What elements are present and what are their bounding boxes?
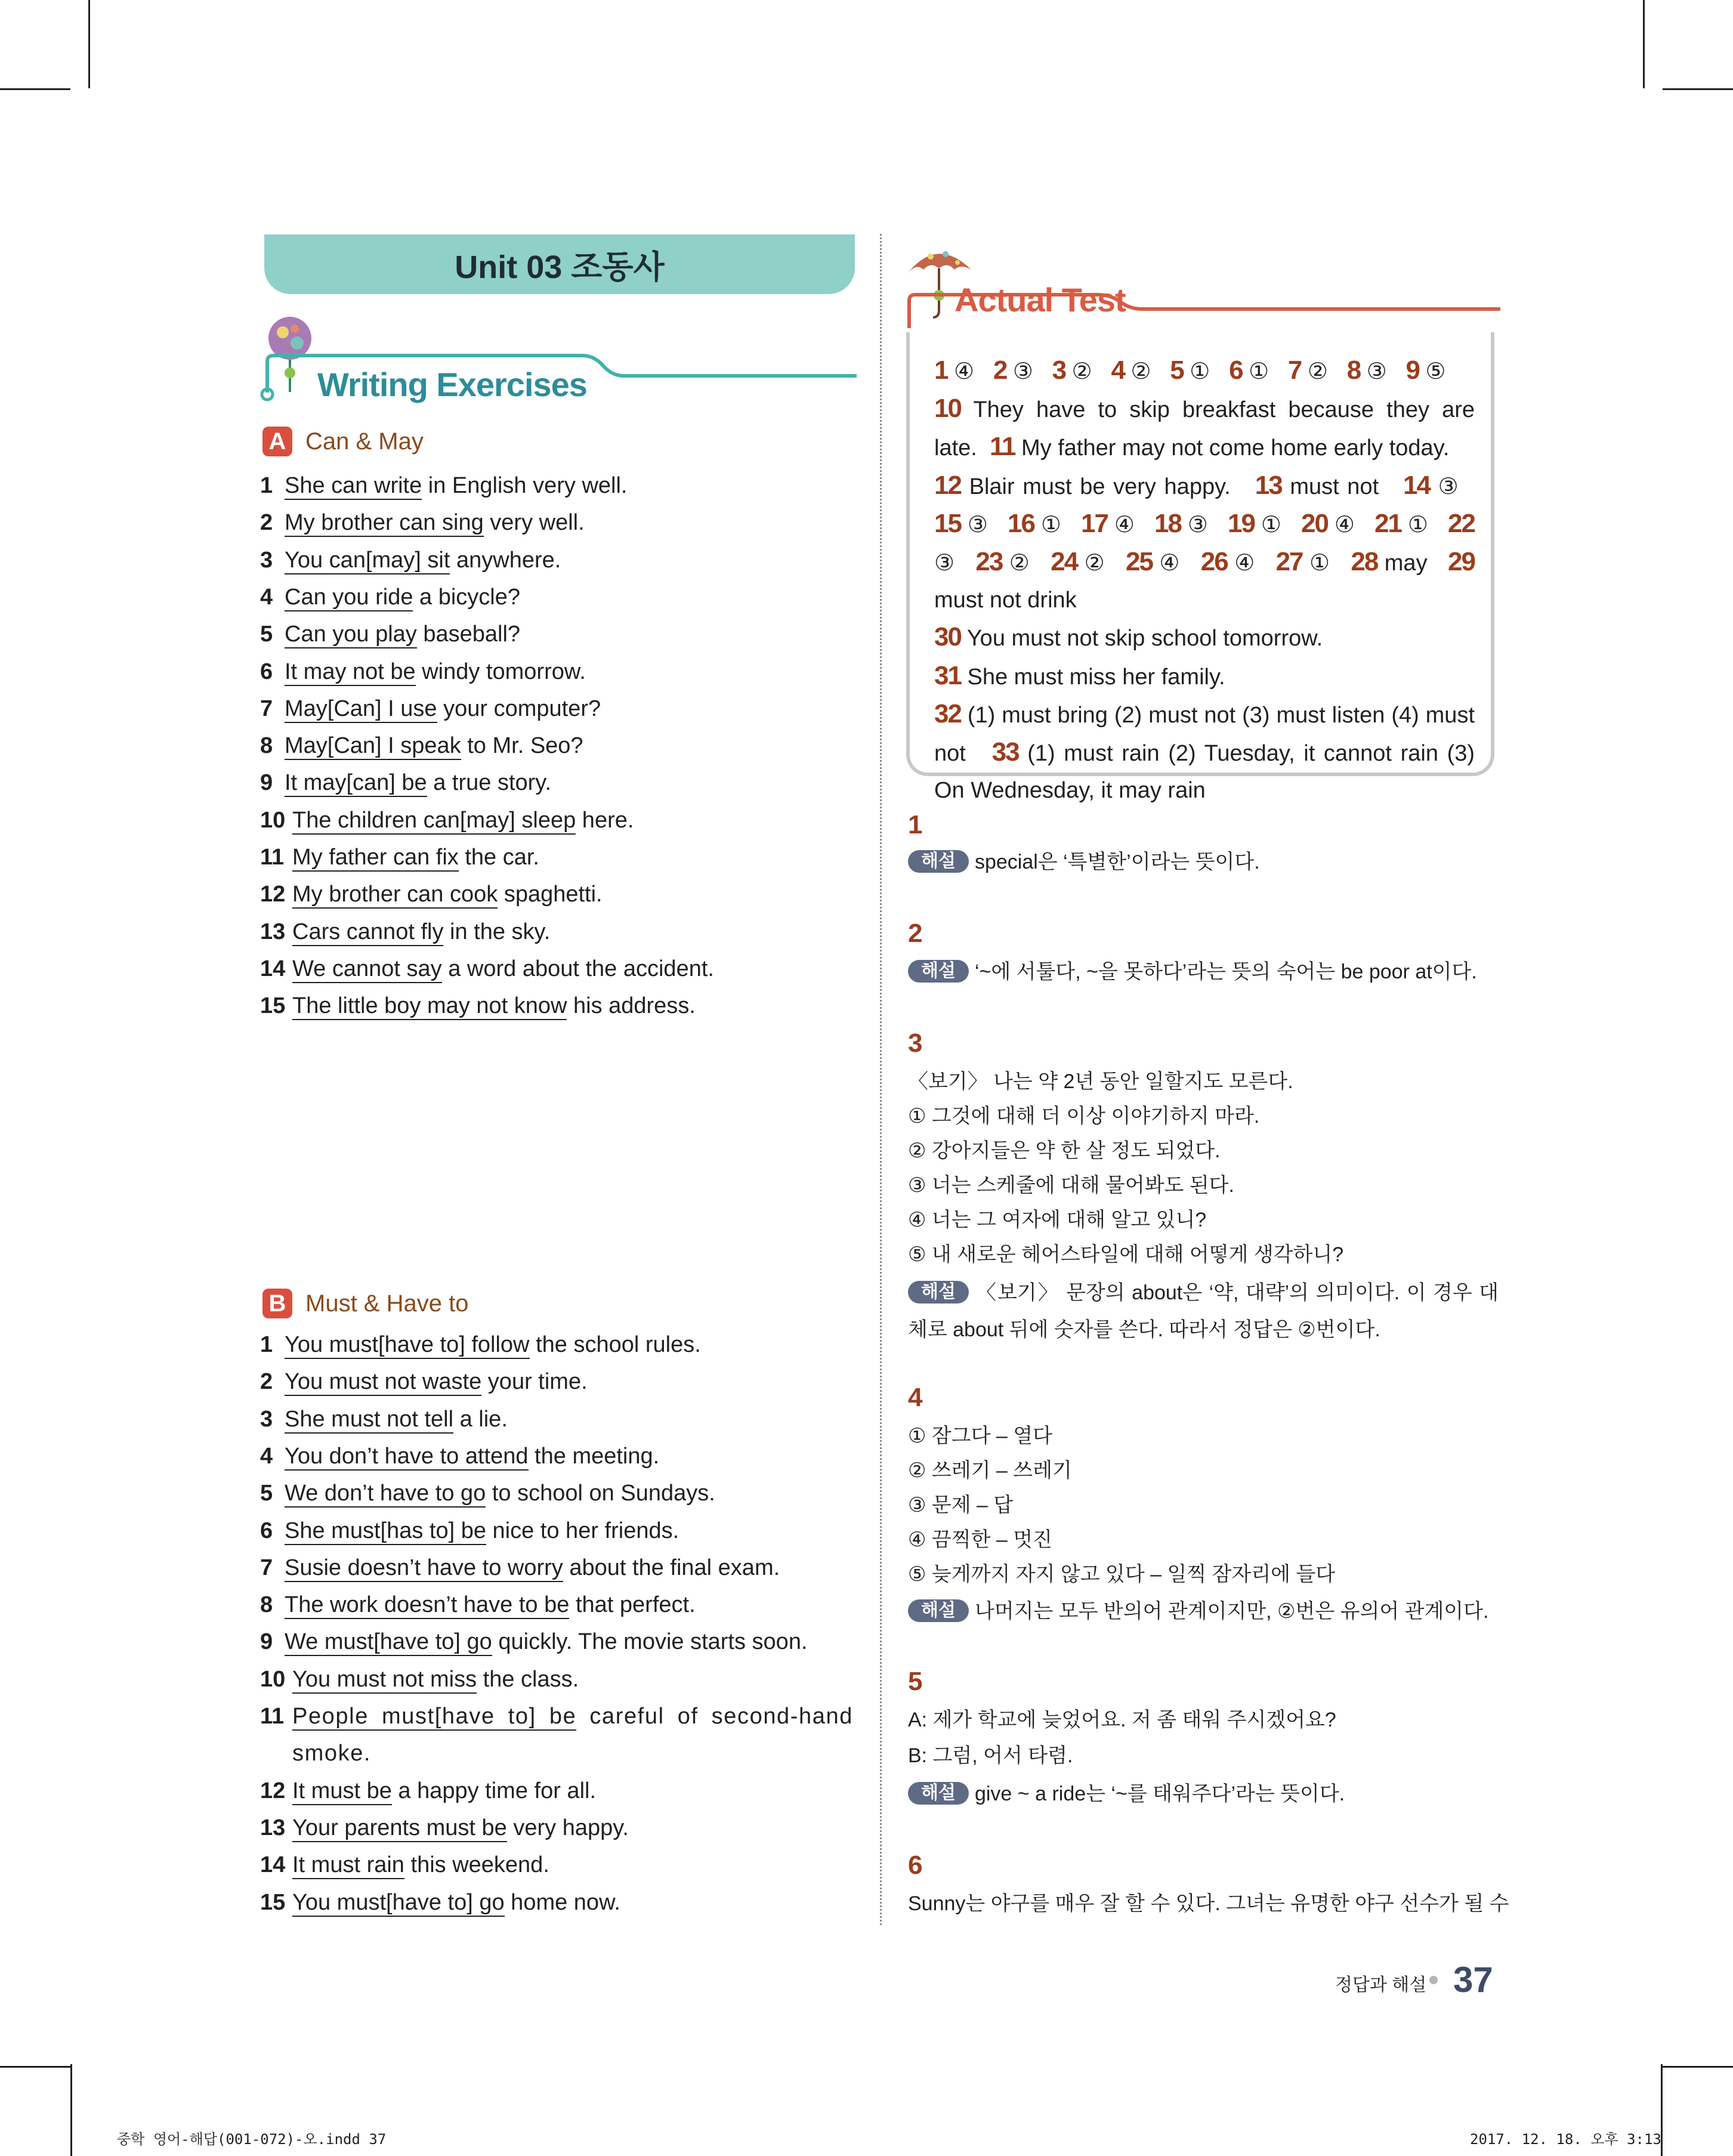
file-slug: 중학 영어-해답(001-072)-오.indd 37 bbox=[117, 2131, 387, 2148]
haeseol-label: 해설 bbox=[908, 1281, 969, 1304]
list-item: ③ 문제 – 답 bbox=[908, 1494, 1014, 1516]
list-item: 3 You can[may] sit anywhere. bbox=[260, 545, 857, 575]
list-item: 15 You must[have to] go home now. bbox=[260, 1888, 857, 1917]
list-item: 13 Cars cannot fly in the sky. bbox=[260, 917, 857, 947]
list-item: 4 Can you ride a bicycle? bbox=[260, 582, 857, 612]
list-item: 7 May[Can] I use your computer? bbox=[260, 694, 857, 724]
list-item: 4 You don’t have to attend the meeting. bbox=[260, 1441, 857, 1471]
list-item: 7 Susie doesn’t have to worry about the final exam. bbox=[260, 1553, 857, 1583]
actual-test-answers: 1 ④ 2 ③ 3 ② 4 ② 5 ① 6 ① 7 ② 8 ③ 9 ⑤ 10 They have to skip breakfast because they are late. 11 My father may not come home early today. 12 Blair must be very happy. 13 must not 14 ③ 15 ③ 16 ① 17 ④ 18 ③ 19 ① 20 ④ 21 ① 22 ③ 23 ② 24 ② 25 ④ 26 ④ 27 ① 28 may 29 must not drink 30 You must not skip school tomorrow. 31 She must miss her family. 32 (1) must bring (2) must not (3) must listen (4) must not 33 (1) must rain (2) Tuesday, it cannot rain (3) On Wednesday, it may rain bbox=[934, 356, 1475, 804]
list-item: 10 The children can[may] sleep here. bbox=[260, 805, 857, 835]
section-a-title: Can & May bbox=[305, 428, 424, 455]
explanation: 해설 나머지는 모두 반의어 관계이지만, ②번은 유의어 관계이다. bbox=[908, 1594, 1499, 1629]
crop-mark bbox=[0, 2066, 70, 2068]
haeseol-label: 해설 bbox=[908, 960, 969, 983]
list-item: ⑤ 늦게까지 자지 않고 있다 – 일찍 잠자리에 들다 bbox=[908, 1563, 1336, 1586]
list-item: 5 We don’t have to go to school on Sundays. bbox=[260, 1478, 857, 1508]
list-item: 10 You must not miss the class. bbox=[260, 1664, 857, 1694]
list-item: ① 그것에 대해 더 이상 이야기하지 마라. bbox=[908, 1105, 1260, 1128]
footer-label: 정답과 해설 bbox=[1335, 1975, 1427, 1995]
footer-dot bbox=[1429, 1976, 1438, 1984]
explanation: 해설 give ~ a ride는 ‘~를 태워주다’라는 뜻이다. bbox=[908, 1777, 1499, 1811]
list-item: A: 제가 학교에 늦었어요. 저 좀 태워 주시겠어요? bbox=[908, 1709, 1336, 1731]
list-item: 8 May[Can] I speak to Mr. Seo? bbox=[260, 731, 857, 761]
unit-title: Unit 03 조동사 bbox=[264, 234, 855, 294]
list-item: 11 My father can fix the car. bbox=[260, 842, 857, 872]
list-item: 6 She must[has to] be nice to her friends. bbox=[260, 1516, 857, 1546]
page-number: 37 bbox=[1453, 1960, 1493, 2000]
date-slug: 2017. 12. 18. 오후 3:13 bbox=[1470, 2131, 1661, 2148]
question-number: 3 bbox=[908, 1028, 923, 1058]
list-item: 〈보기〉 나는 약 2년 동안 일할지도 모른다. bbox=[908, 1070, 1293, 1093]
section-b-title: Must & Have to bbox=[305, 1290, 469, 1317]
crop-mark bbox=[70, 2064, 72, 2156]
list-item: 5 Can you play baseball? bbox=[260, 619, 857, 649]
question-number: 2 bbox=[908, 919, 923, 948]
explanation: 해설 ‘~에 서툴다, ~을 못하다’라는 뜻의 숙어는 be poor at이다. bbox=[908, 955, 1499, 989]
list-item: ⑤ 내 새로운 헤어스타일에 대해 어떻게 생각하니? bbox=[908, 1243, 1344, 1266]
crop-mark bbox=[0, 88, 70, 90]
list-item: B: 그럼, 어서 타렴. bbox=[908, 1744, 1073, 1767]
section-b-badge: B bbox=[262, 1289, 292, 1318]
section-a-badge: A bbox=[262, 427, 292, 456]
list-item: 1 She can write in English very well. bbox=[260, 471, 857, 501]
crop-mark bbox=[88, 0, 90, 88]
list-item: 12 My brother can cook spaghetti. bbox=[260, 879, 857, 909]
question-number: 1 bbox=[908, 810, 923, 839]
writing-exercises-title: Writing Exercises bbox=[317, 366, 587, 403]
crop-mark bbox=[1663, 2066, 1733, 2068]
list-item: ② 강아지들은 약 한 살 정도 되었다. bbox=[908, 1139, 1221, 1162]
list-item: ② 쓰레기 – 쓰레기 bbox=[908, 1459, 1072, 1482]
list-item: 2 My brother can sing very well. bbox=[260, 508, 857, 538]
list-item: 8 The work doesn’t have to be that perfect. bbox=[260, 1590, 857, 1620]
list-item: 9 It may[can] be a true story. bbox=[260, 768, 857, 798]
haeseol-label: 해설 bbox=[908, 1599, 969, 1622]
column-divider bbox=[880, 234, 882, 1925]
haeseol-label: 해설 bbox=[908, 1782, 969, 1805]
list-item: 2 You must not waste your time. bbox=[260, 1367, 857, 1397]
list-item: ④ 너는 그 여자에 대해 알고 있니? bbox=[908, 1209, 1207, 1231]
crop-mark bbox=[1643, 0, 1645, 88]
explanation: 해설 special은 ‘특별한’이라는 뜻이다. bbox=[908, 845, 1499, 879]
list-item: 9 We must[have to] go quickly. The movie starts soon. bbox=[260, 1627, 857, 1657]
question-number: 5 bbox=[908, 1667, 923, 1696]
list-item: 11 People must[have to] be careful of second-hand smoke. bbox=[260, 1704, 853, 1766]
explanation: 해설 〈보기〉 문장의 about은 ‘약, 대략’의 의미이다. 이 경우 대체로 about 뒤에 숫자를 쓴다. 따라서 정답은 ②번이다. bbox=[908, 1281, 1499, 1341]
list-item: ③ 너는 스케줄에 대해 물어봐도 된다. bbox=[908, 1174, 1234, 1197]
list-item: 3 She must not tell a lie. bbox=[260, 1404, 857, 1434]
list-item: 12 It must be a happy time for all. bbox=[260, 1776, 857, 1806]
question-number: 4 bbox=[908, 1383, 923, 1412]
section-a-heading bbox=[262, 427, 424, 456]
haeseol-label: 해설 bbox=[908, 850, 969, 873]
list-item: 13 Your parents must be very happy. bbox=[260, 1813, 857, 1843]
crop-mark bbox=[1663, 88, 1733, 90]
list-item: 15 The little boy may not know his address. bbox=[260, 991, 857, 1021]
section-b-heading bbox=[262, 1289, 468, 1318]
list-item: 1 You must[have to] follow the school rules. bbox=[260, 1330, 857, 1360]
list-item: 14 It must rain this weekend. bbox=[260, 1850, 857, 1880]
actual-test-title: Actual Test bbox=[954, 281, 1126, 319]
explanation: Sunny는 야구를 매우 잘 할 수 있다. 그녀는 유명한 야구 선수가 될 수 bbox=[908, 1892, 1509, 1915]
question-number: 6 bbox=[908, 1851, 923, 1880]
list-item: 6 It may not be windy tomorrow. bbox=[260, 657, 857, 687]
list-item: 14 We cannot say a word about the accident. bbox=[260, 954, 857, 984]
list-item: ④ 끔찍한 – 멋진 bbox=[908, 1528, 1052, 1551]
list-item: ① 잠그다 – 열다 bbox=[908, 1425, 1052, 1447]
